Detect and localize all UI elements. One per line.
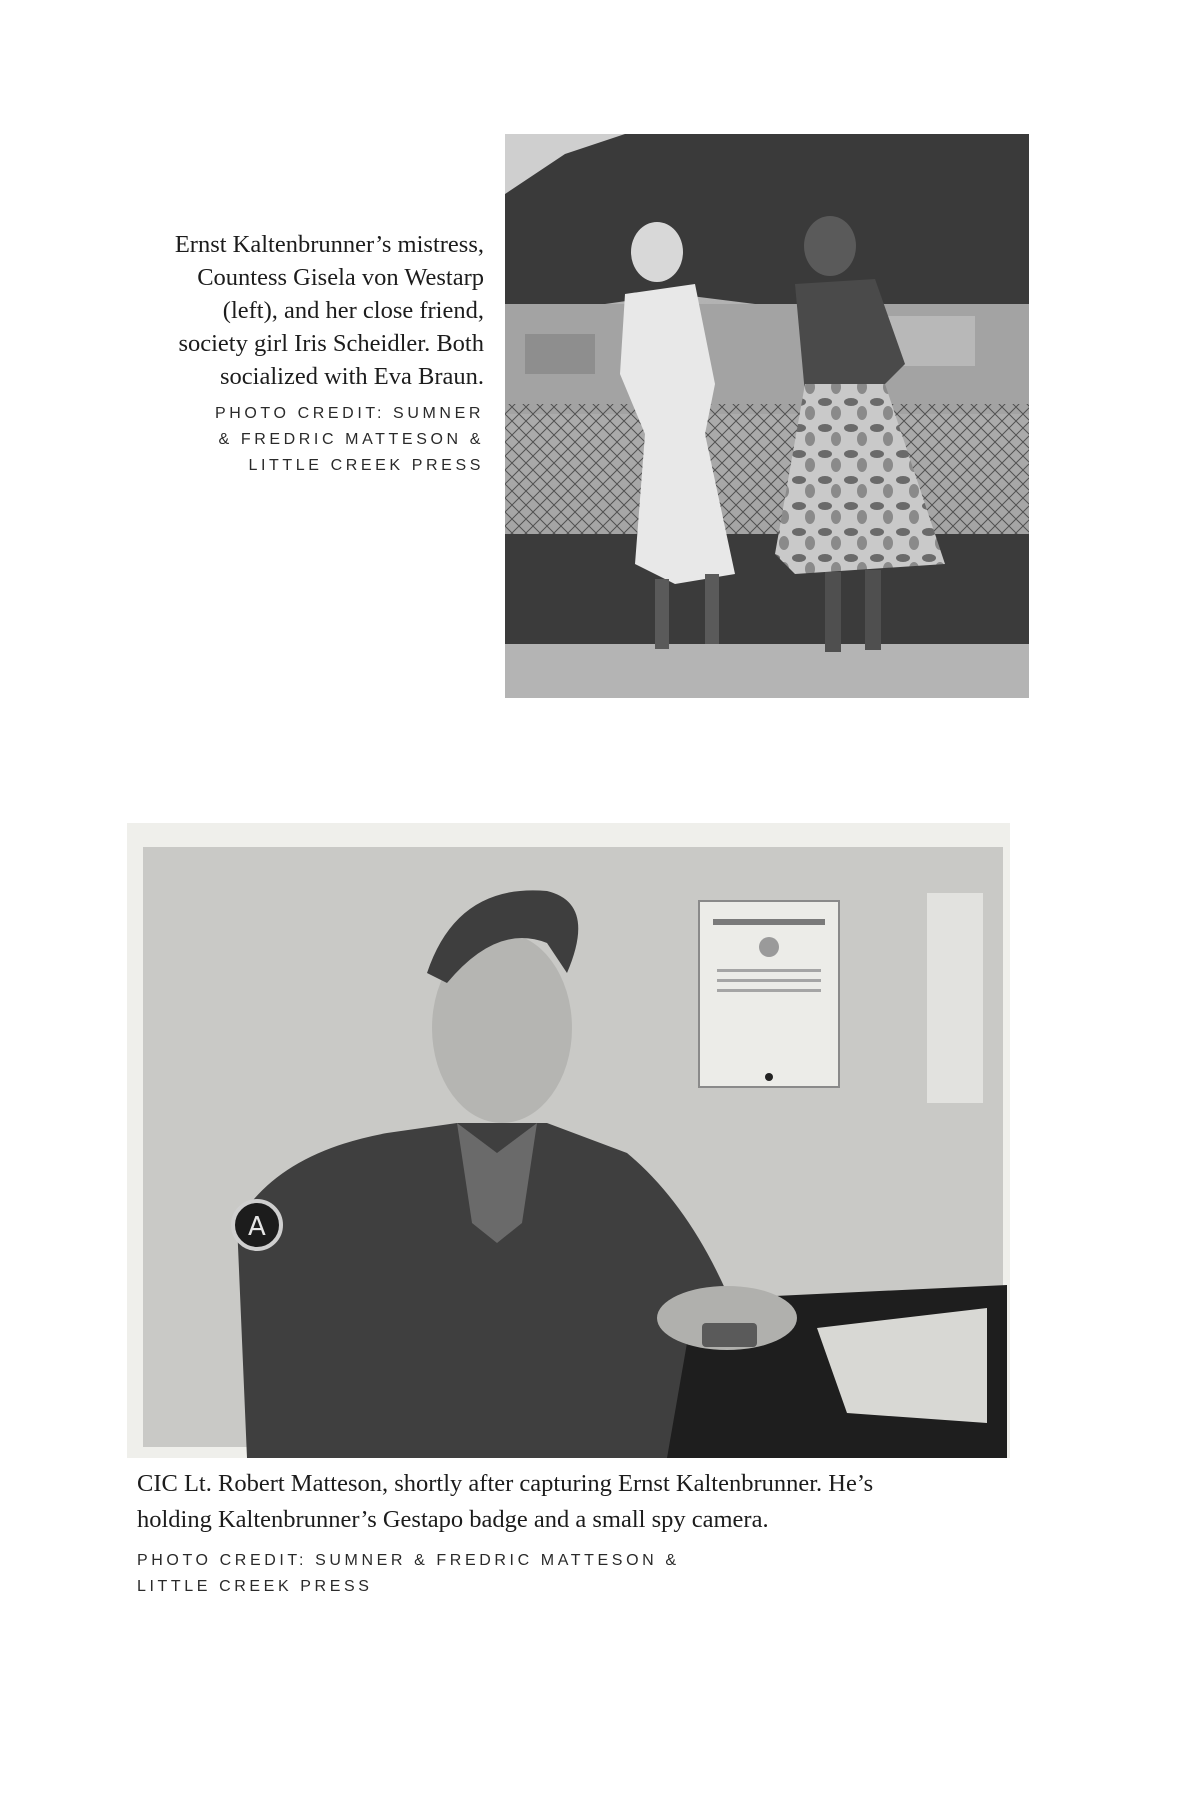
photo1-credit: PHOTO CREDIT: SUMNER & FREDRIC MATTESON & LITTLE CREEK PRESS: [214, 405, 484, 474]
photo-officer-image: [127, 823, 1010, 1458]
photo2-caption: CIC Lt. Robert Matteson, shortly after capturing Ernst Kaltenbrunner. He’s holding Kaltenbrunner’s Gestapo badge and a small spy camera.: [137, 1470, 874, 1533]
photo-two-women: [505, 134, 1029, 698]
svg-text:A: A: [248, 1212, 266, 1242]
photo1-caption-block: [112, 228, 484, 479]
photo2-credit: PHOTO CREDIT: SUMNER & FREDRIC MATTESON & LITTLE CREEK PRESS: [137, 1552, 680, 1595]
photo-two-women-image: [505, 134, 1029, 698]
photo1-caption: Ernst Kaltenbrunner’s mistress, Countess Gisela von Westarp (left), and her close friend, society girl Iris Scheidler. Both socialized with Eva Braun.: [174, 231, 484, 390]
photo2-caption-block: [137, 1466, 1037, 1600]
photo-officer: [127, 823, 1010, 1458]
